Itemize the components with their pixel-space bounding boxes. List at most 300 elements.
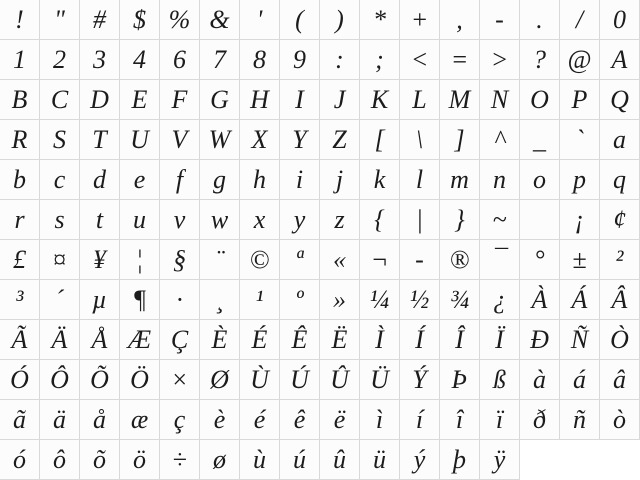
glyph: k bbox=[373, 164, 386, 194]
glyph-cell[interactable] bbox=[200, 360, 240, 400]
glyph-cell[interactable] bbox=[440, 120, 480, 160]
glyph-cell[interactable] bbox=[80, 160, 120, 200]
glyph-cell[interactable] bbox=[160, 400, 200, 440]
glyph-cell[interactable] bbox=[240, 280, 280, 320]
glyph-cell[interactable] bbox=[560, 80, 600, 120]
glyph-cell[interactable] bbox=[360, 120, 400, 160]
glyph-cell[interactable] bbox=[360, 160, 400, 200]
glyph: ¡ bbox=[574, 204, 585, 234]
glyph-cell[interactable] bbox=[520, 280, 560, 320]
glyph-cell[interactable] bbox=[240, 320, 280, 360]
glyph: ; bbox=[375, 44, 384, 74]
glyph-cell[interactable] bbox=[600, 40, 640, 80]
glyph: ½ bbox=[409, 284, 430, 314]
glyph-cell[interactable] bbox=[360, 360, 400, 400]
glyph: ¥ bbox=[93, 244, 106, 274]
glyph-cell[interactable] bbox=[360, 240, 400, 280]
glyph-cell[interactable] bbox=[320, 400, 360, 440]
glyph-cell[interactable] bbox=[560, 240, 600, 280]
glyph-cell[interactable] bbox=[0, 0, 40, 40]
glyph: e bbox=[133, 164, 146, 194]
glyph-cell-empty[interactable] bbox=[520, 200, 560, 240]
glyph-cell[interactable] bbox=[600, 240, 640, 280]
glyph-cell[interactable] bbox=[280, 440, 320, 480]
glyph-cell[interactable] bbox=[0, 280, 40, 320]
glyph-cell[interactable] bbox=[160, 440, 200, 480]
glyph-cell[interactable] bbox=[440, 160, 480, 200]
glyph-cell[interactable] bbox=[280, 200, 320, 240]
glyph-cell[interactable] bbox=[560, 280, 600, 320]
glyph: 3 bbox=[93, 44, 106, 74]
glyph-cell[interactable] bbox=[200, 400, 240, 440]
glyph-cell[interactable] bbox=[280, 40, 320, 80]
glyph-cell[interactable] bbox=[480, 160, 520, 200]
glyph: µ bbox=[92, 284, 107, 314]
glyph-cell[interactable] bbox=[440, 360, 480, 400]
glyph-cell[interactable] bbox=[360, 440, 400, 480]
glyph: " bbox=[54, 4, 65, 34]
glyph-cell[interactable] bbox=[120, 120, 160, 160]
glyph-cell[interactable] bbox=[40, 0, 80, 40]
glyph: \ bbox=[415, 124, 424, 154]
glyph: i bbox=[295, 164, 304, 194]
glyph-cell[interactable] bbox=[80, 80, 120, 120]
glyph: ñ bbox=[573, 404, 586, 434]
glyph: è bbox=[213, 404, 226, 434]
glyph-cell[interactable] bbox=[40, 120, 80, 160]
glyph-cell[interactable] bbox=[480, 280, 520, 320]
glyph: Ì bbox=[375, 324, 384, 354]
glyph-cell[interactable] bbox=[400, 40, 440, 80]
glyph: , bbox=[456, 4, 463, 34]
glyph: ¼ bbox=[369, 284, 390, 314]
glyph: ¤ bbox=[53, 244, 66, 274]
glyph: $ bbox=[133, 4, 146, 34]
glyph-cell[interactable] bbox=[520, 40, 560, 80]
glyph-cell[interactable] bbox=[560, 40, 600, 80]
glyph: ö bbox=[133, 444, 146, 474]
glyph-cell[interactable] bbox=[120, 440, 160, 480]
glyph: ³ bbox=[15, 284, 24, 314]
glyph-cell[interactable] bbox=[520, 360, 560, 400]
glyph-cell[interactable] bbox=[40, 240, 80, 280]
glyph-cell[interactable] bbox=[440, 320, 480, 360]
glyph: à bbox=[533, 364, 546, 394]
glyph: ¯ bbox=[493, 244, 506, 274]
glyph-cell[interactable] bbox=[0, 160, 40, 200]
glyph-cell[interactable] bbox=[80, 120, 120, 160]
glyph: Á bbox=[571, 284, 588, 314]
glyph: d bbox=[93, 164, 106, 194]
glyph: - bbox=[495, 4, 504, 34]
glyph-cell[interactable] bbox=[480, 120, 520, 160]
glyph-cell[interactable] bbox=[0, 360, 40, 400]
glyph-cell[interactable] bbox=[480, 440, 520, 480]
glyph-cell[interactable] bbox=[280, 240, 320, 280]
glyph: ç bbox=[173, 404, 186, 434]
glyph-cell[interactable] bbox=[440, 0, 480, 40]
glyph-cell[interactable] bbox=[480, 400, 520, 440]
glyph: 8 bbox=[253, 44, 266, 74]
glyph: Ï bbox=[495, 324, 504, 354]
glyph-cell[interactable] bbox=[0, 200, 40, 240]
glyph: t bbox=[95, 204, 104, 234]
glyph: c bbox=[53, 164, 66, 194]
glyph-cell[interactable] bbox=[80, 320, 120, 360]
glyph: © bbox=[249, 244, 270, 274]
glyph-cell[interactable] bbox=[200, 440, 240, 480]
glyph-cell[interactable] bbox=[520, 160, 560, 200]
glyph: X bbox=[251, 124, 268, 154]
glyph-cell[interactable] bbox=[440, 80, 480, 120]
glyph: v bbox=[173, 204, 186, 234]
glyph-cell[interactable] bbox=[600, 0, 640, 40]
glyph-cell[interactable] bbox=[480, 240, 520, 280]
glyph: ê bbox=[293, 404, 306, 434]
glyph-cell[interactable] bbox=[360, 400, 400, 440]
glyph: å bbox=[93, 404, 106, 434]
glyph: È bbox=[211, 324, 228, 354]
glyph-cell[interactable] bbox=[360, 200, 400, 240]
glyph-cell[interactable] bbox=[280, 160, 320, 200]
glyph-cell[interactable] bbox=[0, 440, 40, 480]
glyph-cell[interactable] bbox=[520, 120, 560, 160]
glyph-cell[interactable] bbox=[200, 240, 240, 280]
glyph-cell[interactable] bbox=[200, 40, 240, 80]
glyph-cell[interactable] bbox=[200, 200, 240, 240]
glyph: á bbox=[573, 364, 586, 394]
glyph-cell[interactable] bbox=[320, 320, 360, 360]
glyph: ð bbox=[533, 404, 546, 434]
glyph-cell[interactable] bbox=[200, 0, 240, 40]
glyph-cell[interactable] bbox=[160, 320, 200, 360]
glyph: õ bbox=[93, 444, 106, 474]
glyph-cell[interactable] bbox=[480, 360, 520, 400]
glyph: ± bbox=[572, 244, 587, 274]
glyph-cell[interactable] bbox=[560, 120, 600, 160]
glyph-cell[interactable] bbox=[280, 360, 320, 400]
glyph-cell[interactable] bbox=[80, 0, 120, 40]
glyph-cell[interactable] bbox=[520, 80, 560, 120]
glyph-cell[interactable] bbox=[240, 440, 280, 480]
glyph-cell[interactable] bbox=[440, 240, 480, 280]
glyph-cell[interactable] bbox=[200, 120, 240, 160]
glyph: ' bbox=[256, 4, 263, 34]
glyph-cell[interactable] bbox=[120, 400, 160, 440]
glyph-cell[interactable] bbox=[40, 400, 80, 440]
glyph: G bbox=[210, 84, 229, 114]
glyph-cell[interactable] bbox=[80, 200, 120, 240]
glyph: 1 bbox=[13, 44, 26, 74]
glyph: Q bbox=[610, 84, 629, 114]
glyph-cell[interactable] bbox=[480, 40, 520, 80]
glyph-cell[interactable] bbox=[0, 400, 40, 440]
glyph-cell[interactable] bbox=[240, 400, 280, 440]
glyph-cell[interactable] bbox=[40, 80, 80, 120]
glyph: Ä bbox=[51, 324, 68, 354]
glyph: } bbox=[454, 204, 465, 234]
glyph: ^ bbox=[494, 124, 505, 154]
glyph-cell[interactable] bbox=[120, 80, 160, 120]
glyph: ÿ bbox=[493, 444, 506, 474]
glyph-cell[interactable] bbox=[440, 200, 480, 240]
glyph: | bbox=[415, 204, 424, 234]
glyph-cell[interactable] bbox=[80, 360, 120, 400]
glyph-cell[interactable] bbox=[320, 240, 360, 280]
glyph-cell[interactable] bbox=[240, 40, 280, 80]
glyph: L bbox=[412, 84, 427, 114]
glyph-cell[interactable] bbox=[480, 80, 520, 120]
glyph-cell[interactable] bbox=[600, 280, 640, 320]
glyph-cell[interactable] bbox=[40, 320, 80, 360]
glyph: o bbox=[533, 164, 546, 194]
glyph-cell[interactable] bbox=[240, 160, 280, 200]
glyph: ¹ bbox=[255, 284, 264, 314]
glyph-cell[interactable] bbox=[200, 160, 240, 200]
glyph-cell[interactable] bbox=[400, 120, 440, 160]
glyph: 2 bbox=[53, 44, 66, 74]
glyph-cell[interactable] bbox=[360, 40, 400, 80]
glyph-cell[interactable] bbox=[120, 280, 160, 320]
glyph-cell[interactable] bbox=[480, 0, 520, 40]
glyph-cell[interactable] bbox=[400, 200, 440, 240]
glyph: Â bbox=[611, 284, 628, 314]
glyph-cell[interactable] bbox=[560, 160, 600, 200]
glyph-cell[interactable] bbox=[480, 200, 520, 240]
glyph-cell[interactable] bbox=[160, 80, 200, 120]
glyph-cell[interactable] bbox=[400, 0, 440, 40]
glyph: ! bbox=[15, 4, 24, 34]
glyph-cell[interactable] bbox=[240, 120, 280, 160]
glyph-cell[interactable] bbox=[40, 200, 80, 240]
glyph-cell[interactable] bbox=[520, 0, 560, 40]
glyph-cell[interactable] bbox=[160, 240, 200, 280]
glyph-cell[interactable] bbox=[520, 320, 560, 360]
glyph-cell[interactable] bbox=[280, 80, 320, 120]
glyph-cell[interactable] bbox=[280, 120, 320, 160]
glyph: H bbox=[250, 84, 269, 114]
glyph-cell[interactable] bbox=[320, 200, 360, 240]
glyph: B bbox=[11, 84, 28, 114]
glyph: Z bbox=[332, 124, 347, 154]
glyph-cell[interactable] bbox=[360, 280, 400, 320]
glyph: ÷ bbox=[172, 444, 187, 474]
glyph-cell[interactable] bbox=[360, 80, 400, 120]
glyph: # bbox=[93, 4, 106, 34]
glyph-cell[interactable] bbox=[560, 200, 600, 240]
glyph: y bbox=[293, 204, 306, 234]
glyph: ß bbox=[493, 364, 506, 394]
glyph-cell[interactable] bbox=[200, 80, 240, 120]
glyph-cell[interactable] bbox=[0, 120, 40, 160]
glyph-cell[interactable] bbox=[40, 360, 80, 400]
glyph: A bbox=[611, 44, 628, 74]
glyph: j bbox=[335, 164, 344, 194]
glyph: ¨ bbox=[215, 244, 224, 274]
glyph: U bbox=[130, 124, 149, 154]
glyph: 6 bbox=[173, 44, 186, 74]
glyph-cell[interactable] bbox=[160, 0, 200, 40]
glyph: x bbox=[253, 204, 266, 234]
glyph-cell[interactable] bbox=[400, 360, 440, 400]
glyph-cell[interactable] bbox=[400, 80, 440, 120]
glyph-cell[interactable] bbox=[440, 280, 480, 320]
glyph: r bbox=[14, 204, 25, 234]
glyph-cell[interactable] bbox=[600, 120, 640, 160]
glyph-cell[interactable] bbox=[200, 320, 240, 360]
glyph: · bbox=[176, 284, 183, 314]
glyph: ô bbox=[53, 444, 66, 474]
glyph: â bbox=[613, 364, 626, 394]
glyph-cell[interactable] bbox=[80, 40, 120, 80]
glyph-cell[interactable] bbox=[320, 360, 360, 400]
glyph: 9 bbox=[293, 44, 306, 74]
glyph-cell[interactable] bbox=[160, 360, 200, 400]
glyph-cell[interactable] bbox=[160, 280, 200, 320]
glyph-cell[interactable] bbox=[400, 160, 440, 200]
glyph-cell[interactable] bbox=[40, 440, 80, 480]
glyph: ª bbox=[295, 244, 304, 274]
glyph-cell[interactable] bbox=[560, 400, 600, 440]
glyph: ó bbox=[13, 444, 26, 474]
glyph-cell[interactable] bbox=[40, 160, 80, 200]
glyph-cell[interactable] bbox=[40, 40, 80, 80]
glyph: J bbox=[333, 84, 346, 114]
glyph-cell[interactable] bbox=[600, 80, 640, 120]
glyph-cell[interactable] bbox=[560, 0, 600, 40]
glyph: z bbox=[334, 204, 345, 234]
glyph-cell[interactable] bbox=[400, 240, 440, 280]
glyph-cell[interactable] bbox=[240, 0, 280, 40]
glyph: D bbox=[90, 84, 109, 114]
glyph-cell[interactable] bbox=[240, 80, 280, 120]
glyph: ´ bbox=[55, 284, 64, 314]
glyph: f bbox=[175, 164, 184, 194]
glyph-cell[interactable] bbox=[120, 360, 160, 400]
glyph-cell[interactable] bbox=[120, 0, 160, 40]
glyph: M bbox=[448, 84, 471, 114]
glyph: Ú bbox=[290, 364, 309, 394]
glyph-cell[interactable] bbox=[400, 280, 440, 320]
glyph-cell[interactable] bbox=[320, 280, 360, 320]
glyph-cell[interactable] bbox=[440, 400, 480, 440]
glyph: : bbox=[335, 44, 344, 74]
glyph-cell[interactable] bbox=[520, 400, 560, 440]
glyph-cell[interactable] bbox=[280, 280, 320, 320]
glyph-cell[interactable] bbox=[0, 40, 40, 80]
glyph-cell[interactable] bbox=[440, 40, 480, 80]
glyph-cell[interactable] bbox=[600, 400, 640, 440]
glyph-cell[interactable] bbox=[240, 360, 280, 400]
glyph: É bbox=[251, 324, 268, 354]
glyph: W bbox=[208, 124, 231, 154]
glyph-cell[interactable] bbox=[320, 80, 360, 120]
glyph-cell[interactable] bbox=[0, 240, 40, 280]
glyph: Ý bbox=[412, 364, 427, 394]
glyph-cell[interactable] bbox=[120, 40, 160, 80]
glyph: . bbox=[536, 4, 543, 34]
glyph: E bbox=[131, 84, 148, 114]
glyph: Õ bbox=[90, 364, 109, 394]
glyph-cell[interactable] bbox=[80, 440, 120, 480]
glyph-cell[interactable] bbox=[400, 400, 440, 440]
glyph: Ð bbox=[530, 324, 549, 354]
glyph-cell[interactable] bbox=[320, 120, 360, 160]
glyph-cell[interactable] bbox=[80, 240, 120, 280]
glyph-cell[interactable] bbox=[600, 200, 640, 240]
glyph: ~ bbox=[492, 204, 507, 234]
glyph: F bbox=[171, 84, 188, 114]
glyph: Ò bbox=[610, 324, 629, 354]
glyph-cell[interactable] bbox=[400, 320, 440, 360]
glyph-cell[interactable] bbox=[240, 240, 280, 280]
glyph-cell[interactable] bbox=[560, 320, 600, 360]
glyph-cell[interactable] bbox=[0, 320, 40, 360]
glyph-cell[interactable] bbox=[360, 320, 400, 360]
glyph-cell[interactable] bbox=[280, 320, 320, 360]
glyph: ² bbox=[615, 244, 624, 274]
glyph-cell[interactable] bbox=[160, 200, 200, 240]
glyph: > bbox=[490, 44, 509, 74]
glyph: û bbox=[333, 444, 346, 474]
glyph-cell[interactable] bbox=[160, 120, 200, 160]
glyph-cell[interactable] bbox=[120, 240, 160, 280]
glyph: ( bbox=[295, 4, 304, 34]
glyph: p bbox=[573, 164, 586, 194]
glyph-cell[interactable] bbox=[280, 400, 320, 440]
glyph: À bbox=[531, 284, 548, 314]
glyph: u bbox=[133, 204, 146, 234]
glyph-cell[interactable] bbox=[360, 0, 400, 40]
glyph: Ó bbox=[10, 364, 29, 394]
glyph-cell[interactable] bbox=[120, 160, 160, 200]
glyph-cell[interactable] bbox=[280, 0, 320, 40]
glyph-cell[interactable] bbox=[400, 440, 440, 480]
glyph: = bbox=[450, 44, 469, 74]
glyph-cell[interactable] bbox=[600, 320, 640, 360]
glyph-cell[interactable] bbox=[0, 80, 40, 120]
glyph: Î bbox=[455, 324, 464, 354]
glyph: V bbox=[171, 124, 188, 154]
glyph-cell[interactable] bbox=[320, 40, 360, 80]
glyph-cell[interactable] bbox=[560, 360, 600, 400]
glyph-cell[interactable] bbox=[120, 320, 160, 360]
glyph-cell[interactable] bbox=[120, 200, 160, 240]
glyph-cell[interactable] bbox=[600, 360, 640, 400]
glyph-cell[interactable] bbox=[80, 280, 120, 320]
glyph-cell[interactable] bbox=[240, 200, 280, 240]
glyph-cell[interactable] bbox=[160, 160, 200, 200]
glyph: * bbox=[373, 4, 386, 34]
glyph-cell[interactable] bbox=[320, 0, 360, 40]
glyph-cell[interactable] bbox=[520, 240, 560, 280]
glyph-cell[interactable] bbox=[320, 440, 360, 480]
glyph-cell[interactable] bbox=[320, 160, 360, 200]
glyph: Ë bbox=[331, 324, 348, 354]
glyph-cell[interactable] bbox=[600, 160, 640, 200]
glyph: ] bbox=[454, 124, 465, 154]
glyph: Ü bbox=[370, 364, 389, 394]
glyph-cell[interactable] bbox=[80, 400, 120, 440]
glyph-cell[interactable] bbox=[200, 280, 240, 320]
glyph: í bbox=[415, 404, 424, 434]
glyph: § bbox=[173, 244, 186, 274]
glyph: N bbox=[490, 84, 509, 114]
glyph-cell[interactable] bbox=[480, 320, 520, 360]
glyph-cell[interactable] bbox=[160, 40, 200, 80]
glyph-cell[interactable] bbox=[440, 440, 480, 480]
glyph-cell[interactable] bbox=[40, 280, 80, 320]
